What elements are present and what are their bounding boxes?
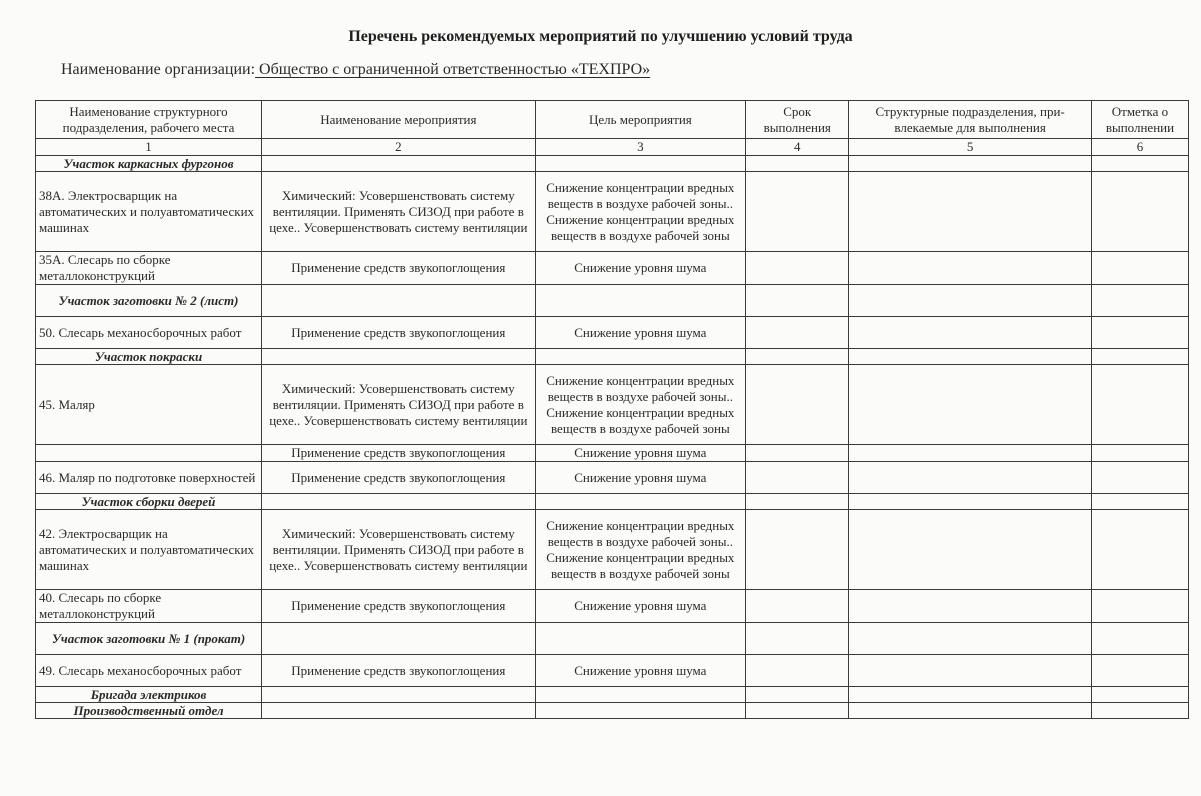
document-title: Перечень рекомендуемых мероприятий по улучшению условий труда (348, 28, 853, 45)
empty-cell (849, 285, 1092, 317)
deadline-cell (746, 252, 849, 285)
table-row (36, 590, 1189, 623)
departments-cell (849, 365, 1092, 445)
section-name: Участок заготовки № 1 (прокат) (36, 623, 262, 655)
column-number: 5 (849, 139, 1092, 156)
measure-cell: Применение средств звукопоглощения (262, 655, 536, 687)
empty-cell (1091, 703, 1188, 719)
section-name: Производственный отдел (36, 703, 262, 719)
departments-cell (849, 462, 1092, 494)
empty-cell (849, 494, 1092, 510)
goal-cell: Снижение уровня шума (535, 655, 746, 687)
section-row (36, 349, 1189, 365)
departments-cell (849, 655, 1092, 687)
empty-cell (535, 349, 746, 365)
empty-cell (262, 285, 536, 317)
workplace-cell: 50. Слесарь механосборочных работ (36, 317, 262, 349)
deadline-cell (746, 510, 849, 590)
empty-cell (262, 623, 536, 655)
goal-cell: Снижение уровня шума (535, 462, 746, 494)
header-measure: Наименование мероприятия (262, 101, 536, 139)
header-mark: Отметка о выполнении (1091, 101, 1188, 139)
section-name: Участок каркасных фургонов (36, 156, 262, 172)
mark-cell (1091, 317, 1188, 349)
table-row (36, 510, 1189, 590)
mark-cell (1091, 252, 1188, 285)
header-row (36, 101, 1189, 139)
table-row (36, 462, 1189, 494)
table-row (36, 172, 1189, 252)
measure-cell: Применение средств звукопоглощения (262, 317, 536, 349)
empty-cell (535, 687, 746, 703)
mark-cell (1091, 590, 1188, 623)
workplace-cell: 40. Слесарь по сборке металлоконструкций (36, 590, 262, 623)
table-row (36, 445, 1189, 462)
column-number: 6 (1091, 139, 1188, 156)
goal-cell: Снижение концентрации вредных веществ в воздухе рабочей зоны.. Снижение концентрации вредных веществ в воздухе рабочей зоны (535, 510, 746, 590)
empty-cell (1091, 285, 1188, 317)
section-name: Участок сборки дверей (36, 494, 262, 510)
column-number: 2 (262, 139, 536, 156)
section-name: Участок покраски (36, 349, 262, 365)
table-row (36, 365, 1189, 445)
measure-cell: Химический: Усовершенствовать систему вентиляции. Применять СИЗОД при работе в цехе.. Усовершенствовать систему вентиляции (262, 172, 536, 252)
column-number: 1 (36, 139, 262, 156)
goal-cell: Снижение уровня шума (535, 317, 746, 349)
empty-cell (849, 156, 1092, 172)
departments-cell (849, 317, 1092, 349)
goal-cell: Снижение уровня шума (535, 590, 746, 623)
section-row (36, 156, 1189, 172)
empty-cell (746, 703, 849, 719)
departments-cell (849, 445, 1092, 462)
empty-cell (535, 494, 746, 510)
column-number: 4 (746, 139, 849, 156)
workplace-cell: 49. Слесарь механосборочных работ (36, 655, 262, 687)
empty-cell (1091, 687, 1188, 703)
mark-cell (1091, 655, 1188, 687)
empty-cell (746, 494, 849, 510)
empty-cell (535, 623, 746, 655)
deadline-cell (746, 317, 849, 349)
mark-cell (1091, 462, 1188, 494)
empty-cell (746, 349, 849, 365)
section-row (36, 623, 1189, 655)
empty-cell (535, 156, 746, 172)
measure-cell: Применение средств звукопоглощения (262, 590, 536, 623)
header-deadline: Срок выполнения (746, 101, 849, 139)
deadline-cell (746, 590, 849, 623)
measure-cell: Применение средств звукопоглощения (262, 462, 536, 494)
deadline-cell (746, 365, 849, 445)
deadline-cell (746, 655, 849, 687)
departments-cell (849, 252, 1092, 285)
header-goal: Цель мероприятия (535, 101, 746, 139)
workplace-cell: 42. Электросварщик на автоматических и полуавтоматических машинах (36, 510, 262, 590)
empty-cell (849, 687, 1092, 703)
header-departments: Структурные подразделения, при-влекаемые для выполнения (849, 101, 1092, 139)
empty-cell (262, 349, 536, 365)
empty-cell (849, 703, 1092, 719)
workplace-cell (36, 445, 262, 462)
empty-cell (1091, 494, 1188, 510)
column-numbers-row (36, 139, 1189, 156)
deadline-cell (746, 462, 849, 494)
empty-cell (746, 687, 849, 703)
departments-cell (849, 590, 1092, 623)
empty-cell (535, 285, 746, 317)
mark-cell (1091, 172, 1188, 252)
departments-cell (849, 172, 1092, 252)
empty-cell (1091, 156, 1188, 172)
table-row (36, 252, 1189, 285)
table-row (36, 317, 1189, 349)
section-row (36, 687, 1189, 703)
organization-line (61, 61, 660, 79)
measure-cell: Химический: Усовершенствовать систему вентиляции. Применять СИЗОД при работе в цехе.. Усовершенствовать систему вентиляции (262, 510, 536, 590)
empty-cell (262, 156, 536, 172)
goal-cell: Снижение концентрации вредных веществ в воздухе рабочей зоны.. Снижение концентрации вредных веществ в воздухе рабочей зоны (535, 365, 746, 445)
header-workplace: Наименование структурного подразделения, рабочего места (36, 101, 262, 139)
empty-cell (746, 285, 849, 317)
column-number: 3 (535, 139, 746, 156)
departments-cell (849, 510, 1092, 590)
section-name: Бригада электриков (36, 687, 262, 703)
empty-cell (262, 494, 536, 510)
deadline-cell (746, 445, 849, 462)
measure-cell: Применение средств звукопоглощения (262, 445, 536, 462)
goal-cell: Снижение уровня шума (535, 445, 746, 462)
empty-cell (849, 349, 1092, 365)
empty-cell (1091, 349, 1188, 365)
goal-cell: Снижение концентрации вредных веществ в воздухе рабочей зоны.. Снижение концентрации вредных веществ в воздухе рабочей зоны (535, 172, 746, 252)
section-row (36, 494, 1189, 510)
mark-cell (1091, 510, 1188, 590)
measure-cell: Применение средств звукопоглощения (262, 252, 536, 285)
section-row (36, 703, 1189, 719)
goal-cell: Снижение уровня шума (535, 252, 746, 285)
workplace-cell: 35А. Слесарь по сборке металлоконструкций (36, 252, 262, 285)
workplace-cell: 45. Маляр (36, 365, 262, 445)
empty-cell (262, 687, 536, 703)
table-row (36, 655, 1189, 687)
deadline-cell (746, 172, 849, 252)
section-name: Участок заготовки № 2 (лист) (36, 285, 262, 317)
organization-label: Наименование организации: (61, 61, 256, 78)
section-row (36, 285, 1189, 317)
mark-cell (1091, 365, 1188, 445)
empty-cell (746, 156, 849, 172)
organization-name: Общество с ограниченной ответственностью «ТЕХПРО» (255, 61, 651, 78)
measure-cell: Химический: Усовершенствовать систему вентиляции. Применять СИЗОД при работе в цехе.. Усовершенствовать систему вентиляции (262, 365, 536, 445)
empty-cell (1091, 623, 1188, 655)
empty-cell (262, 703, 536, 719)
workplace-cell: 46. Маляр по подготовке поверхностей (36, 462, 262, 494)
empty-cell (535, 703, 746, 719)
mark-cell (1091, 445, 1188, 462)
empty-cell (746, 623, 849, 655)
table-body (36, 156, 1189, 719)
measures-table (35, 100, 1189, 719)
empty-cell (849, 623, 1092, 655)
workplace-cell: 38А. Электросварщик на автоматических и полуавтоматических машинах (36, 172, 262, 252)
